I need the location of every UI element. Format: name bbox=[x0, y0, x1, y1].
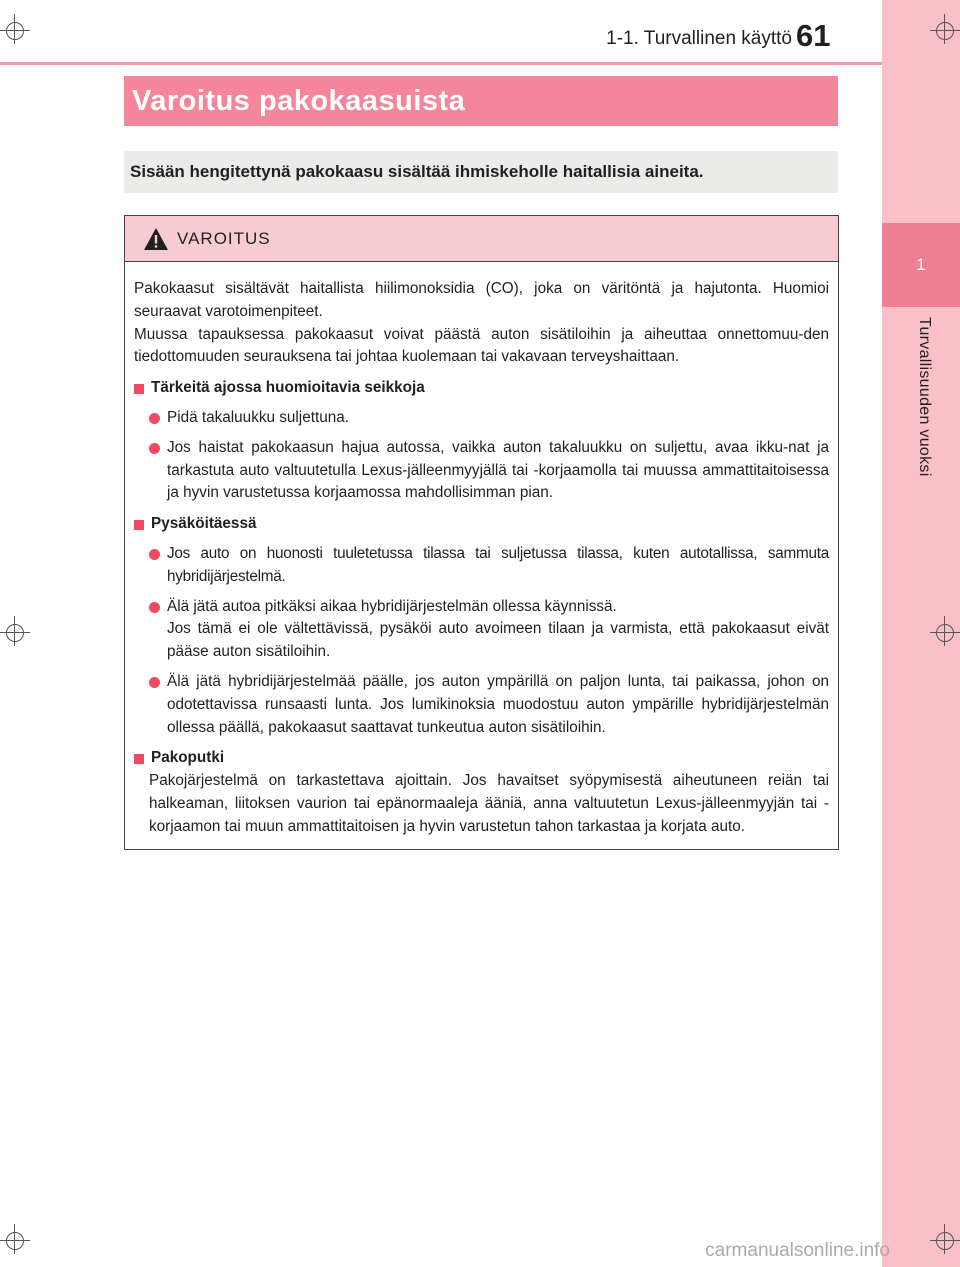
warning-intro-1: Pakokaasut sisältävät haitallista hiilimonoksidia (CO), joka on väritöntä ja hajutonta. Huomioi seuraavat varotoimenpiteet. bbox=[134, 280, 829, 320]
page-number: 61 bbox=[796, 18, 831, 53]
subheading-parking: Pysäköitäessä bbox=[134, 513, 829, 536]
square-bullet-icon bbox=[134, 384, 144, 394]
list-item: Pidä takaluukku suljettuna. bbox=[134, 407, 829, 430]
registration-mark bbox=[936, 624, 954, 642]
warning-label: VAROITUS bbox=[177, 228, 271, 248]
warning-header bbox=[125, 216, 838, 262]
square-bullet-icon bbox=[134, 754, 144, 764]
registration-mark bbox=[6, 22, 24, 40]
chapter-number-tab[interactable] bbox=[882, 223, 960, 307]
bullet-dot-icon bbox=[149, 602, 160, 613]
watermark: carmanualsonline.info bbox=[705, 1240, 890, 1261]
bullet-dot-icon bbox=[149, 549, 160, 560]
exhaust-pipe-text: Pakojärjestelmä on tarkastettava ajoittain. Jos havaitset syöpymisestä aiheutuneen reiän tai halkeaman, liitoksen vaurion tai epänormaaleja ääniä, anna valtuutetun Lexus-jälleenmyyjän tai -korjaamon tai muun ammattitaitoisen ja hyvin varustetun tahon tarkastaa ja korjata auto. bbox=[149, 772, 829, 835]
bullet-dot-icon bbox=[149, 677, 160, 688]
header-rule bbox=[0, 62, 882, 65]
subheading-driving: Tärkeitä ajossa huomioitavia seikkoja bbox=[134, 377, 829, 400]
bullet-dot-icon bbox=[149, 413, 160, 424]
registration-mark bbox=[936, 1232, 954, 1250]
square-bullet-icon bbox=[134, 520, 144, 530]
section-summary: Sisään hengitettynä pakokaasu sisältää ihmiskeholle haitallisia aineita. bbox=[124, 151, 838, 193]
running-header-title: 1-1. Turvallinen käyttö bbox=[606, 28, 792, 49]
bullet-dot-icon bbox=[149, 443, 160, 454]
list-item: Älä jätä autoa pitkäksi aikaa hybridijärjestelmän ollessa käynnissä. Jos tämä ei ole vältettävissä, pysäköi auto avoimeen tilaan ja varmista, että pakokaasut eivät pääse auton sisätiloihin. bbox=[134, 596, 829, 664]
warning-intro-2: Muussa tapauksessa pakokaasut voivat päästä auton sisätiloihin ja aiheuttaa onnettomuu-den tiedottomuuden seurauksena tai johtaa kuolemaan tai vakavaan terveyshaittaan. bbox=[134, 325, 829, 366]
registration-mark bbox=[6, 624, 24, 642]
warning-box bbox=[124, 215, 839, 850]
list-item: Jos haistat pakokaasun hajua autossa, vaikka auton takaluukku on suljettu, avaa ikku-nat ja tarkastuta auto valtuutetulla Lexus-jälleenmyyjällä tai -korjaamolla tai muussa ammattitaitoisessa ja hyvin varustetussa korjaamossa mahdollisimman pian. bbox=[134, 437, 829, 505]
subheading-exhaust-pipe: Pakoputki bbox=[134, 747, 829, 770]
chapter-title-vertical: Turvallisuuden vuoksi bbox=[916, 317, 933, 477]
warning-body bbox=[125, 262, 838, 839]
warning-triangle-icon bbox=[143, 227, 169, 251]
chapter-number: 1 bbox=[916, 255, 926, 274]
registration-mark bbox=[6, 1232, 24, 1250]
list-item: Jos auto on huonosti tuuletetussa tilassa tai suljetussa tilassa, kuten autotallissa, sammuta hybridijärjestelmä. bbox=[134, 543, 829, 589]
registration-mark bbox=[936, 22, 954, 40]
list-item: Älä jätä hybridijärjestelmää päälle, jos auton ympärillä on paljon lunta, tai paikassa, johon on odotettavissa runsaasti lunta. Jos lumikinoksia muodostuu auton ympärille hybridijärjestelmän ollessa päällä, pakokaasut saattavat tunkeutua auton sisätiloihin. bbox=[134, 671, 829, 739]
section-title: Varoitus pakokaasuista bbox=[124, 76, 838, 126]
